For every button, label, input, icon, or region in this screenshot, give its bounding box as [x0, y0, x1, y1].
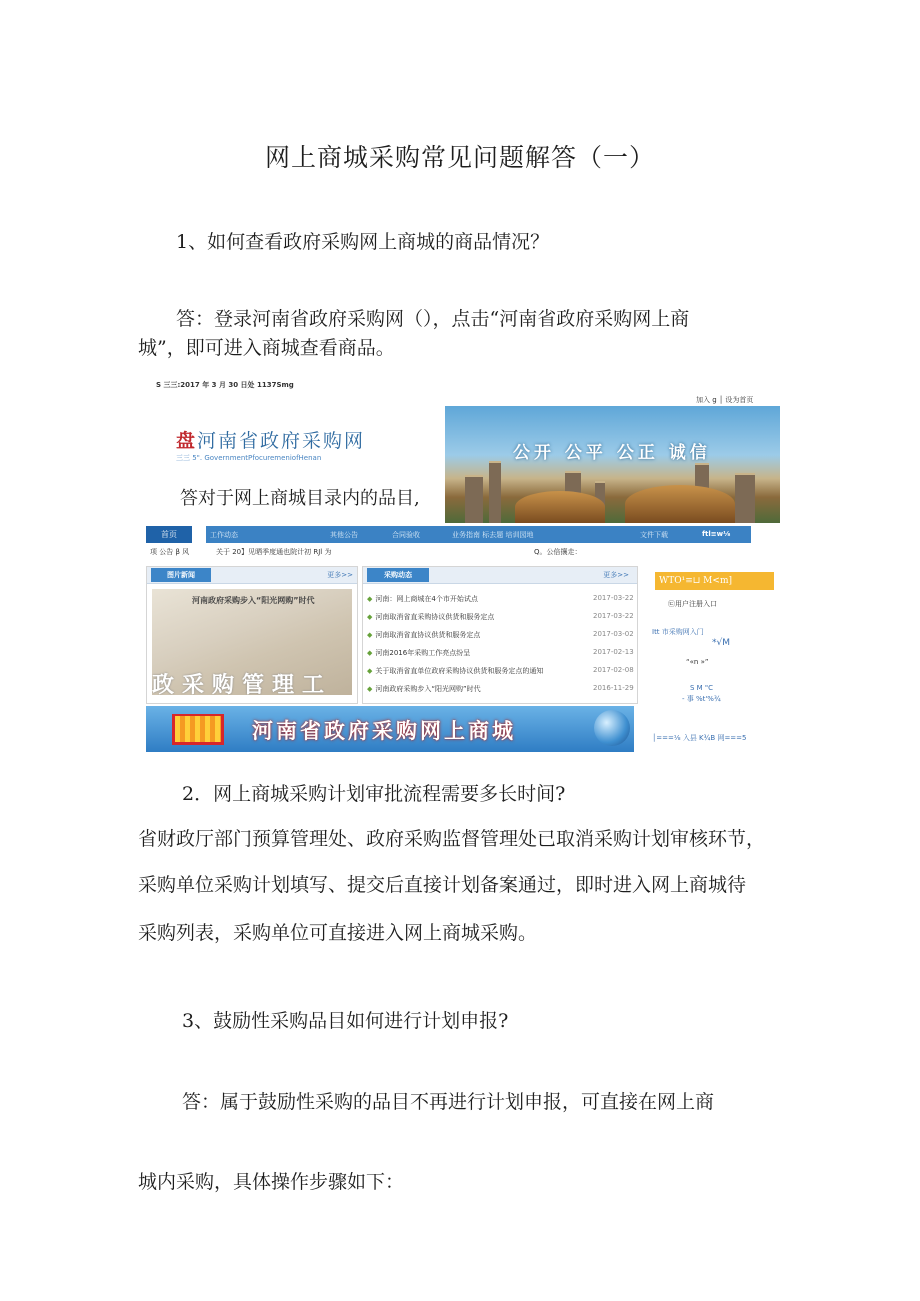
dynamics-more-link[interactable]: 更多>>	[603, 571, 629, 579]
globe-icon	[594, 710, 630, 746]
nav-bar	[206, 526, 751, 543]
nav-item[interactable]: 工作动态	[210, 531, 238, 539]
list-item-date: 2016-11-29	[593, 684, 634, 692]
banner-slogan: 公开 公平 公正 诚信	[513, 443, 711, 463]
answer-1-line-1: 答：登录河南省政府采购网（），点击“河南省政府采购网上商	[176, 308, 690, 330]
news-photo-banner-text: 政采购管理工	[152, 673, 333, 695]
site-logo[interactable]	[176, 426, 365, 453]
side-banner-box[interactable]: WTO¹≡⊔ M<m]	[655, 572, 774, 590]
top-links[interactable]: 加入 g │ 设为首页	[696, 396, 754, 404]
building-shape	[735, 473, 755, 523]
tab-procurement-dynamics[interactable]: 采购动态	[367, 568, 429, 582]
list-item[interactable]: ◆ 河南政府采购步入“阳光网购”时代	[367, 685, 481, 693]
side-symbol: S M "C	[690, 684, 714, 692]
mall-title: 河南省政府采购网上商城	[252, 718, 516, 743]
city-procurement-link[interactable]: Itt 市采购网入门	[652, 628, 704, 636]
overlay-text: 答对于网上商城目录内的品目,	[180, 488, 420, 509]
list-item[interactable]: ◆ 河南：网上商城在4个市开始试点	[367, 595, 478, 603]
news-photo[interactable]	[152, 589, 352, 695]
side-symbol: - 事 %t'%¾	[682, 695, 721, 703]
question-3: 3、鼓励性采购品目如何进行计划申报?	[182, 1010, 509, 1032]
shopping-cart-icon	[172, 714, 224, 745]
answer-3-line-1: 答：属于鼓励性采购的品目不再进行计划申报，可直接在网上商	[182, 1091, 715, 1113]
notice-label: 项 公告 β 风	[150, 548, 190, 556]
document-title: 网上商城采购常见问题解答（一）	[264, 143, 655, 172]
date-line: S 三三:2017 年 3 月 30 日处 1137Smg	[156, 381, 294, 389]
nav-item[interactable]: 文件下载	[640, 531, 668, 539]
list-item-date: 2017-02-13	[593, 648, 634, 656]
list-item[interactable]: ◆ 关于取消省直单位政府采购协议供货和服务定点的通知	[367, 667, 544, 675]
answer-2-line-2: 采购单位采购计划填写、提交后直接计划备案通过，即时进入网上商城待	[138, 874, 747, 896]
user-register-link[interactable]: ㉢用户注册入口	[668, 600, 717, 608]
logo-mark-icon: 盘	[176, 430, 198, 452]
picture-news-panel	[146, 566, 358, 704]
answer-2-line-3: 采购列表，采购单位可直接进入网上商城采购。	[138, 922, 538, 944]
nav-item[interactable]: 其他公告	[330, 531, 358, 539]
logo-text: 河南省政府采购网	[197, 430, 366, 452]
side-symbol: “«n »”	[686, 658, 709, 666]
list-item[interactable]: ◆ 河南取消省直协议供货和服务定点	[367, 631, 481, 639]
list-item-date: 2017-03-02	[593, 630, 634, 638]
logo-english: 三三 5". GovernmentPfocuremeniofHenan	[176, 454, 322, 462]
building-shape	[465, 475, 483, 523]
news-more-link[interactable]: 更多>>	[327, 571, 353, 579]
notice-search[interactable]: Q。公倍攘走：	[534, 548, 582, 556]
nav-item[interactable]: 业务指南 标去题 培训园地	[452, 531, 534, 539]
answer-3-line-2: 城内采购，具体操作步骤如下：	[138, 1171, 405, 1193]
list-item-date: 2017-02-08	[593, 666, 634, 674]
header-banner	[445, 406, 780, 523]
side-symbol: *√M	[712, 638, 730, 648]
list-item[interactable]: ◆ 河南取消省直采购协议供货和服务定点	[367, 613, 495, 621]
tab-picture-news[interactable]: 图片新闻	[151, 568, 211, 582]
dome-shape	[515, 491, 605, 523]
answer-1-line-2: 城”，即可进入商城查看商品。	[138, 337, 395, 359]
list-item-date: 2017-03-22	[593, 594, 634, 602]
online-mall-banner[interactable]	[146, 706, 634, 752]
list-item[interactable]: ◆ 河南2016年采购工作亮点纷呈	[367, 649, 471, 657]
notice-text[interactable]: 关于 20】见晒季度通也院计初 RJl 为	[216, 548, 332, 556]
county-portal-link[interactable]: │===⅛ 入县 K¾B 网===5	[652, 734, 747, 742]
nav-item[interactable]: 合同验收	[392, 531, 420, 539]
list-item-date: 2017-03-22	[593, 612, 634, 620]
website-screenshot	[140, 376, 780, 756]
nav-item[interactable]: ftl≡w⅛	[702, 530, 731, 538]
news-photo-caption: 河南政府采购步入“阳光网购”时代	[192, 596, 315, 605]
building-shape	[489, 461, 501, 523]
question-2: 2．网上商城采购计划审批流程需要多长时间?	[182, 783, 566, 805]
dome-shape	[625, 485, 735, 523]
procurement-dynamics-panel	[362, 566, 638, 704]
nav-home[interactable]: 首页	[146, 526, 192, 543]
question-1: 1、如何查看政府采购网上商城的商品情况？	[176, 231, 550, 253]
answer-2-line-1: 省财政厅部门预算管理处、政府采购监督管理处已取消采购计划审核环节，	[138, 828, 766, 850]
